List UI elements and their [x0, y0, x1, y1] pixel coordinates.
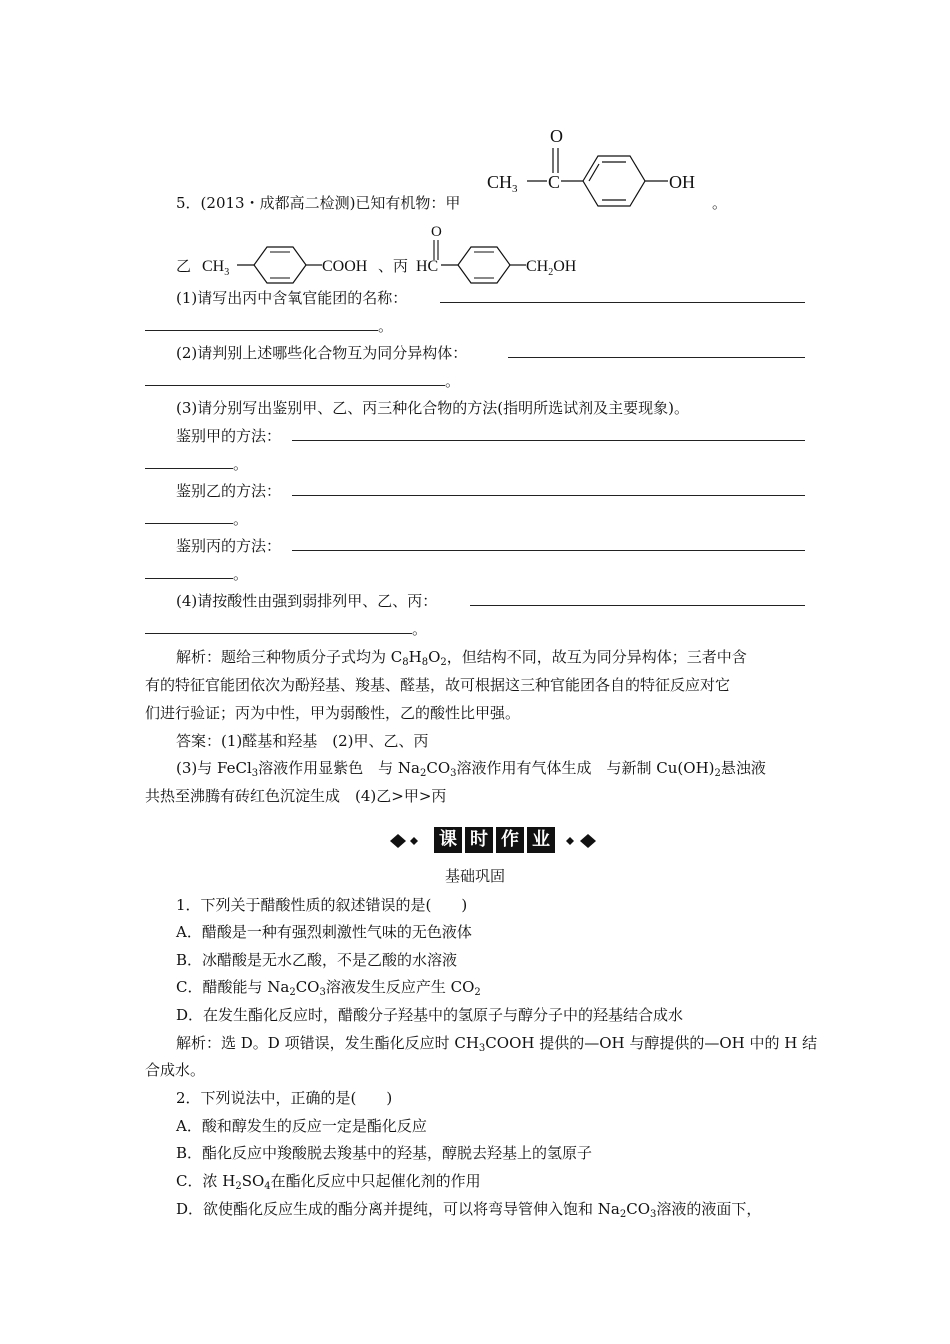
- header-char-1: 课: [434, 827, 462, 853]
- answer-blank-1a[interactable]: [440, 302, 805, 303]
- jia-c: C: [548, 172, 561, 192]
- label-yi: 乙: [176, 257, 192, 275]
- q5-analysis-line3: 们进行验证；丙为中性，甲为弱酸性，乙的酸性比甲强。: [145, 704, 521, 722]
- q5-sub3: (3)请分别写出鉴别甲、乙、丙三种化合物的方法(指明所选试剂及主要现象)。: [176, 399, 689, 417]
- q1-option-d: D．在发生酯化反应时，醋酸分子羟基中的氢原子与醇分子中的羟基结合成水: [176, 1006, 684, 1024]
- jia-ch3: $CH_3$: [487, 172, 518, 195]
- q5-analysis-line1: 解析：题给三种物质分子式均为 $C_8H_8O_2$，但结构不同，故互为同分异构体；三者中含: [176, 648, 747, 668]
- q5-answer-line1: 答案：(1)醛基和羟基 (2)甲、乙、丙: [176, 732, 429, 750]
- bing-o: O: [431, 224, 442, 240]
- q1-option-b: B．冰醋酸是无水乙酸，不是乙酸的水溶液: [176, 951, 458, 969]
- end-mark: 。: [233, 510, 249, 528]
- yi-ch3: $CH_3$: [202, 258, 230, 278]
- answer-blank-yi-a[interactable]: [292, 495, 805, 496]
- header-char-4: 业: [527, 827, 555, 853]
- section-header: [390, 825, 600, 857]
- jia-oh: OH: [669, 172, 695, 192]
- answer-blank-jia-b[interactable]: [145, 468, 233, 469]
- label-bing: 、丙: [378, 257, 409, 275]
- end-mark: 。: [233, 565, 249, 583]
- jia-o: O: [550, 126, 563, 146]
- q2-option-a: A．酸和醇发生的反应一定是酯化反应: [176, 1117, 427, 1135]
- right-diamond-icon: [558, 833, 598, 849]
- end-mark: 。: [233, 455, 249, 473]
- q2-stem: 2．下列说法中，正确的是( ): [176, 1089, 393, 1107]
- answer-blank-4b[interactable]: [145, 633, 412, 634]
- molecule-yi: [200, 240, 380, 290]
- q1-stem: 1．下列关于醋酸性质的叙述错误的是( ): [176, 896, 468, 914]
- answer-blank-4a[interactable]: [470, 605, 805, 606]
- header-char-2: 时: [465, 827, 493, 853]
- answer-blank-jia-a[interactable]: [292, 440, 805, 441]
- end-mark: 。: [445, 372, 461, 390]
- answer-blank-bing-a[interactable]: [292, 550, 805, 551]
- molecule-jia: [485, 118, 715, 218]
- q1-analysis-line1: 解析：选 D。D 项错误，发生酯化反应时 $CH_3COOH$ 提供的—OH 与醇提供的—OH 中的 H 结: [176, 1034, 818, 1054]
- q2-option-b: B．酯化反应中羧酸脱去羧基中的羟基，醇脱去羟基上的氢原子: [176, 1144, 593, 1162]
- q5-sub4: (4)请按酸性由强到弱排列甲、乙、丙：: [176, 592, 438, 610]
- q5-sub1: (1)请写出丙中含氧官能团的名称：: [176, 289, 408, 307]
- answer-blank-yi-b[interactable]: [145, 523, 233, 524]
- q5-sub2: (2)请判别上述哪些化合物互为同分异构体：: [176, 344, 468, 362]
- answer-blank-2a[interactable]: [508, 357, 805, 358]
- yi-method-label: 鉴别乙的方法：: [176, 482, 282, 500]
- end-mark: 。: [378, 317, 394, 335]
- bing-method-label: 鉴别丙的方法：: [176, 537, 282, 555]
- q2-option-d: D．欲使酯化反应生成的酯分离并提纯，可以将弯导管伸入饱和 $Na_2CO_3$溶液的液面下，: [176, 1200, 762, 1220]
- answer-blank-bing-b[interactable]: [145, 578, 233, 579]
- q2-option-c: C．浓 $H_2SO_4$在酯化反应中只起催化剂的作用: [176, 1172, 481, 1192]
- q5-answer-line2: (3)与 FeCl$_3$溶液作用显紫色 与 $Na_2CO_3$溶液作用有气体生成 与新制 $Cu(OH)_2$悬浊液: [176, 759, 766, 779]
- q1-option-c: C．醋酸能与 $Na_2CO_3$溶液发生反应产生 $CO_2$: [176, 978, 481, 998]
- q1-option-a: A．醋酸是一种有强烈刺激性气味的无色液体: [176, 923, 472, 941]
- yi-cooh: COOH: [322, 258, 368, 275]
- header-char-3: 作: [496, 827, 524, 853]
- end-mark: 。: [412, 620, 428, 638]
- molecule-bing: [416, 222, 616, 292]
- q5-period: 。: [712, 194, 728, 212]
- answer-blank-1b[interactable]: [145, 330, 378, 331]
- q5-analysis-line2: 有的特征官能团依次为酚羟基、羧基、醛基，故可根据这三种官能团各自的特征反应对它: [145, 676, 731, 694]
- q1-analysis-line2: 合成水。: [145, 1061, 206, 1079]
- q5-answer-line3: 共热至沸腾有砖红色沉淀生成 (4)乙>甲>丙: [145, 787, 447, 805]
- section-subtitle: 基础巩固: [445, 867, 506, 885]
- bing-ch2oh: $CH_2OH$: [526, 258, 577, 278]
- jia-method-label: 鉴别甲的方法：: [176, 427, 282, 445]
- bing-hc: HC: [416, 258, 439, 275]
- left-diamond-icon: [390, 833, 430, 849]
- answer-blank-2b[interactable]: [145, 385, 445, 386]
- q5-intro: 5．(2013・成都高二检测)已知有机物：甲: [176, 194, 461, 212]
